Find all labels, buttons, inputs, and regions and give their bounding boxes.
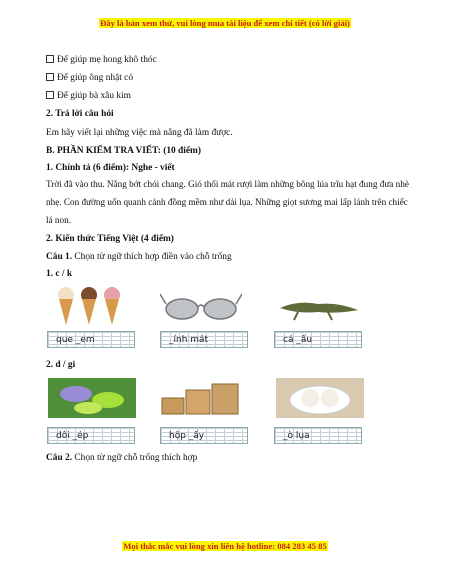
crocodile-icon bbox=[278, 290, 360, 324]
checkbox-icon[interactable] bbox=[46, 55, 54, 63]
word-box: que _em bbox=[47, 331, 135, 348]
checkbox-icon[interactable] bbox=[46, 91, 54, 99]
q2-heading: 2. Trả lời câu hỏi bbox=[46, 109, 114, 119]
glasses-icon bbox=[160, 292, 242, 322]
footer-banner: Mọi thắc mắc vui lòng xin liên hệ hotline: 084 283 45 85 bbox=[123, 541, 327, 551]
dictation-text: Trời đã vào thu. Nắng bớt chói chang. Gió thổi mát rượi làm những bông lúa trĩu hạt đung đưa nhè nhẹ. Con đường uốn quanh cánh đồng mềm như dải lụa. Những giọt sương mai lấp lánh trên chiếc lá non. bbox=[46, 179, 409, 225]
dictation-heading: 1. Chính tả (6 điểm): Nghe - viết bbox=[46, 163, 175, 173]
option-3[interactable]: Để giúp bà xâu kim bbox=[46, 90, 131, 102]
knowledge-heading: 2. Kiến thức Tiếng Việt (4 điểm) bbox=[46, 234, 174, 244]
checkbox-icon[interactable] bbox=[46, 73, 54, 81]
section-b-heading: B. PHẦN KIỂM TRA VIẾT: (10 điểm) bbox=[46, 146, 201, 156]
word-box: hộp _ấy bbox=[160, 427, 248, 444]
option-2[interactable]: Để giúp ông nhặt cỏ bbox=[46, 72, 133, 84]
cau2-line: Câu 2. Chọn từ ngữ chỗ trống thích hợp bbox=[46, 453, 198, 463]
word-box: _ính mát bbox=[160, 331, 248, 348]
sausage-icon bbox=[276, 378, 364, 418]
header-banner: Đây là bản xem thử, vui lòng mua tài liệu để xem chi tiết (có lời giải) bbox=[100, 18, 350, 28]
part1-label: 1. c / k bbox=[46, 269, 73, 279]
sandals-icon bbox=[48, 378, 136, 418]
word-box: dôi _ép bbox=[47, 427, 135, 444]
word-box: cá _ấu bbox=[274, 331, 362, 348]
ice-cream-icon bbox=[52, 285, 127, 327]
option-1[interactable]: Để giúp mẹ hong khô thóc bbox=[46, 54, 157, 66]
boxes-icon bbox=[160, 380, 245, 416]
q2-text: Em hãy viết lại những việc mà nắng đã làm được. bbox=[46, 128, 233, 138]
word-box: _ò lụa bbox=[274, 427, 362, 444]
part2-label: 2. d / gi bbox=[46, 360, 76, 370]
cau1-line: Câu 1. Chọn từ ngữ thích hợp điền vào chỗ trống bbox=[46, 252, 232, 262]
